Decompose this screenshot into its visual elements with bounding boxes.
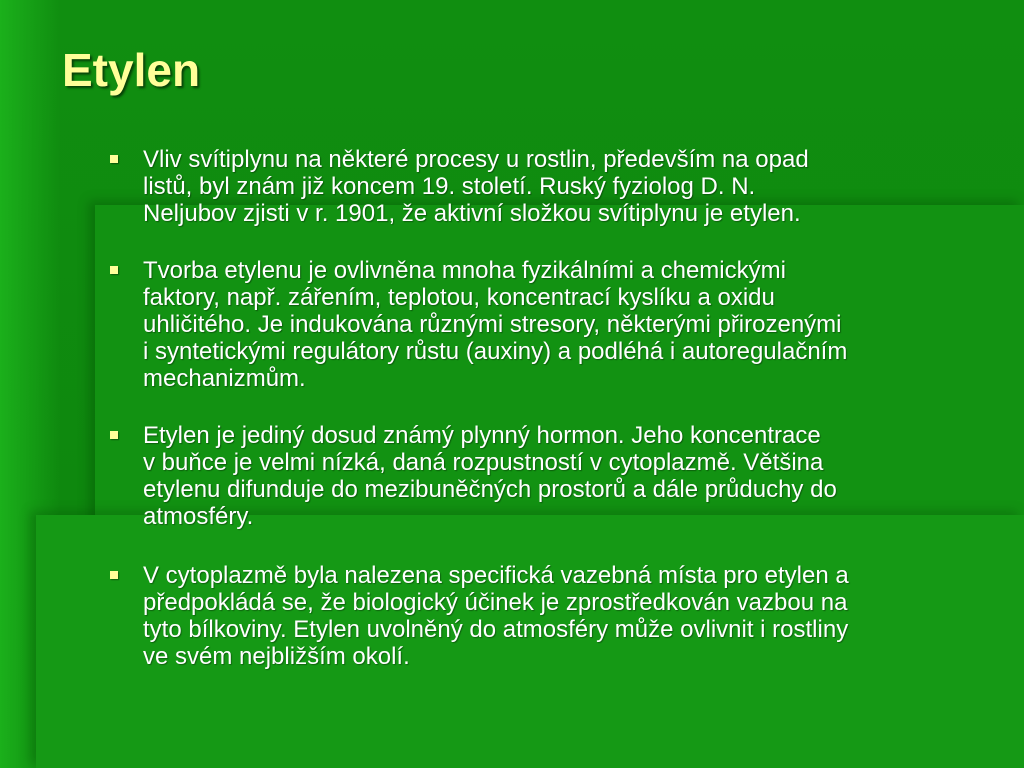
square-bullet-icon bbox=[110, 155, 118, 163]
bullet-item bbox=[110, 146, 990, 227]
bullet-text: Vliv svítiplynu na některé procesy u rostlin, především na opad listů, byl znám již koncem 19. století. Ruský fyziolog D. N. Neljubov zjisti v r. 1901, že aktivní složkou svítiplynu je etylen. bbox=[143, 146, 809, 227]
bullet-list bbox=[110, 146, 990, 700]
square-bullet-icon bbox=[110, 431, 118, 439]
bullet-text: V cytoplazmě byla nalezena specifická vazebná místa pro etylen a předpokládá se, že biologický účinek je zprostředkován vazbou na tyto bílkoviny. Etylen uvolněný do atmosféry může ovlivnit i rostliny ve svém nejbližším okolí. bbox=[143, 562, 849, 670]
square-bullet-icon bbox=[110, 266, 118, 274]
bullet-item bbox=[110, 257, 990, 392]
bullet-text: Etylen je jediný dosud známý plynný hormon. Jeho koncentrace v buňce je velmi nízká, daná rozpustností v cytoplazmě. Většina etylenu difunduje do mezibuněčných prostorů a dále průduchy do atmosféry. bbox=[143, 422, 837, 530]
square-bullet-icon bbox=[110, 571, 118, 579]
bullet-item bbox=[110, 422, 990, 530]
bullet-text: Tvorba etylenu je ovlivněna mnoha fyzikálními a chemickými faktory, např. zářením, teplotou, koncentrací kyslíku a oxidu uhličitého. Je indukována různými stresory, některými přirozenými i syntetickými regulátory růstu (auxiny) a podléhá i autoregulačním mechanizmům. bbox=[143, 257, 848, 392]
slide-title: Etylen bbox=[62, 44, 201, 96]
bullet-item bbox=[110, 562, 990, 670]
